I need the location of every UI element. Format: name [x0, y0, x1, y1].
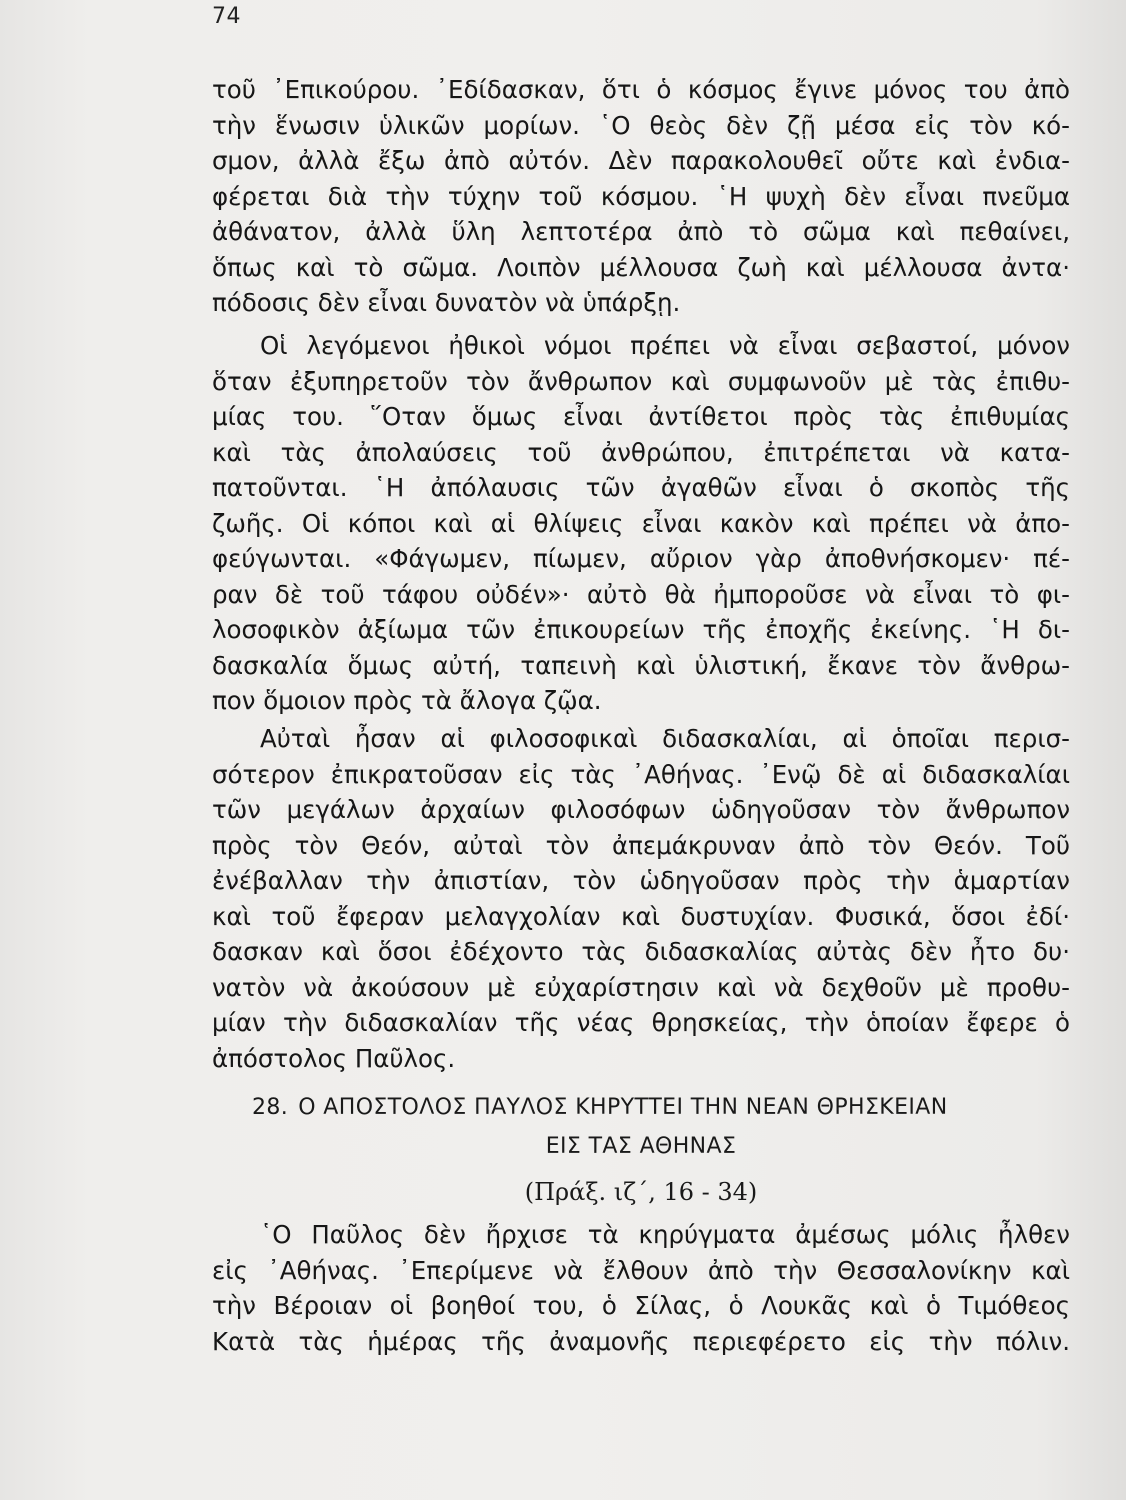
paragraph-4	[212, 1217, 1070, 1359]
text-line: Αὐταὶ ἦσαν αἱ φιλοσοφικαὶ διδασκαλίαι, αἱ ὁποῖαι περισ-	[260, 724, 1070, 753]
text-line: πόδοσις δὲν εἶναι δυνατὸν νὰ ὑπάρξῃ.	[212, 288, 681, 317]
text-line: μίας του. ῞Οταν ὅμως εἶναι ἀντίθετοι πρὸς τὰς ἐπιθυμίας	[212, 402, 1070, 431]
text-line: σότερον ἐπικρατοῦσαν εἰς τὰς ᾿Αθήνας. ᾿Ενῷ δὲ αἱ διδασκαλίαι	[212, 759, 1070, 789]
text-line: ζωῆς. Οἱ κόποι καὶ αἱ θλίψεις εἶναι κακὸν καὶ πρέπει νὰ ἀπο-	[212, 508, 1070, 538]
text-line: τὴν Βέροιαν οἱ βοηθοί του, ὁ Σίλας, ὁ Λουκᾶς καὶ ὁ Τιμόθεος	[212, 1291, 1070, 1320]
text-line: καὶ τοῦ ἔφεραν μελαγχολίαν καὶ δυστυχίαν. Φυσικά, ὅσοι ἐδί·	[212, 901, 1070, 931]
text-line: νατὸν νὰ ἀκούσουν μὲ εὐχαρίστησιν καὶ νὰ δεχθοῦν μὲ προθυ-	[212, 972, 1070, 1002]
section-title-text: Ο ΑΠΟΣΤΟΛΟΣ ΠΑΥΛΟΣ ΚΗΡΥΤΤΕΙ ΤΗΝ ΝΕΑΝ ΘΡΗΣΚΕΙΑΝ	[298, 1095, 948, 1120]
section-number: 28.	[252, 1095, 289, 1120]
text-line: πρὸς τὸν Θεόν, αὐταὶ τὸν ἀπεμάκρυναν ἀπὸ τὸν Θεόν. Τοῦ	[212, 830, 1070, 860]
paragraph-3	[212, 721, 1070, 1076]
text-line: τοῦ ᾿Επικούρου. ᾿Εδίδασκαν, ὅτι ὁ κόσμος ἔγινε μόνος του ἀπὸ	[212, 75, 1070, 104]
text-line: Οἱ λεγόμενοι ἠθικοὶ νόμοι πρέπει νὰ εἶναι σεβαστοί, μόνον	[260, 331, 1070, 360]
text-line: τὴν ἕνωσιν ὑλικῶν μορίων. ῾Ο θεὸς δὲν ζῇ μέσα εἰς τὸν κό-	[212, 110, 1070, 140]
text-line: ραν δὲ τοῦ τάφου οὐδέν»· αὐτὸ θὰ ἠμποροῦσε νὰ εἶναι τὸ φι-	[212, 579, 1070, 609]
page-number: 74	[212, 4, 241, 29]
text-line: φέρεται διὰ τὴν τύχην τοῦ κόσμου. ῾Η ψυχὴ δὲν εἶναι πνεῦμα	[212, 181, 1070, 211]
text-line: εἰς ᾿Αθήνας. ᾿Επερίμενε νὰ ἔλθουν ἀπὸ τὴν Θεσσαλονίκην καὶ	[212, 1255, 1070, 1285]
text-line: φεύγωνται. «Φάγωμεν, πίωμεν, αὔριον γὰρ ἀποθνήσκομεν· πέ-	[212, 544, 1070, 573]
text-line: καὶ τὰς ἀπολαύσεις τοῦ ἀνθρώπου, ἐπιτρέπεται νὰ κατα-	[212, 437, 1070, 467]
text-line: ἐνέβαλλαν τὴν ἀπιστίαν, τὸν ὡδηγοῦσαν πρὸς τὴν ἁμαρτίαν	[212, 866, 1070, 895]
section-title-line-1	[252, 1095, 948, 1120]
text-line: τῶν μεγάλων ἀρχαίων φιλοσόφων ὡδηγοῦσαν τὸν ἄνθρωπον	[212, 795, 1070, 824]
paragraph-1	[212, 72, 1070, 321]
text-line: πον ὅμοιον πρὸς τὰ ἄλογα ζῷα.	[212, 686, 602, 715]
text-line: ὅπως καὶ τὸ σῶμα. Λοιπὸν μέλλουσα ζωὴ καὶ μέλλουσα ἀντα·	[212, 252, 1070, 282]
text-line: δασκαν καὶ ὅσοι ἐδέχοντο τὰς διδασκαλίας αὐτὰς δὲν ἦτο δυ·	[212, 937, 1070, 966]
text-line: ἀθάνατον, ἀλλὰ ὕλη λεπτοτέρα ἀπὸ τὸ σῶμα καὶ πεθαίνει,	[212, 217, 1070, 246]
text-line: σμον, ἀλλὰ ἔξω ἀπὸ αὐτόν. Δὲν παρακολουθεῖ οὔτε καὶ ἐνδια-	[212, 146, 1070, 175]
section-title-line-2: ΕΙΣ ΤΑΣ ΑΘΗΝΑΣ	[545, 1134, 737, 1159]
text-line: ὅταν ἐξυπηρετοῦν τὸν ἄνθρωπον καὶ συμφωνοῦν μὲ τὰς ἐπιθυ-	[212, 366, 1070, 396]
text-line: μίαν τὴν διδασκαλίαν τῆς νέας θρησκείας, τὴν ὁποίαν ἔφερε ὁ	[212, 1008, 1070, 1037]
text-line: ῾Ο Παῦλος δὲν ἤρχισε τὰ κηρύγματα ἀμέσως μόλις ἦλθεν	[260, 1220, 1070, 1249]
paragraph-2	[212, 328, 1070, 719]
text-line: ἀπόστολος Παῦλος.	[212, 1043, 456, 1073]
text-line: δασκαλία ὅμως αὐτή, ταπεινὴ καὶ ὑλιστική, ἔκανε τὸν ἄνθρω-	[212, 650, 1070, 680]
text-line: Κατὰ τὰς ἡμέρας τῆς ἀναμονῆς περιεφέρετο εἰς τὴν πόλιν.	[212, 1326, 1070, 1356]
text-line: πατοῦνται. ῾Η ἀπόλαυσις τῶν ἀγαθῶν εἶναι ὁ σκοπὸς τῆς	[212, 473, 1070, 502]
text-line: λοσοφικὸν ἀξίωμα τῶν ἐπικουρείων τῆς ἐποχῆς ἐκείνης. ῾Η δι-	[212, 615, 1070, 644]
scripture-reference: (Πράξ. ιζ΄, 16 - 34)	[524, 1178, 758, 1206]
